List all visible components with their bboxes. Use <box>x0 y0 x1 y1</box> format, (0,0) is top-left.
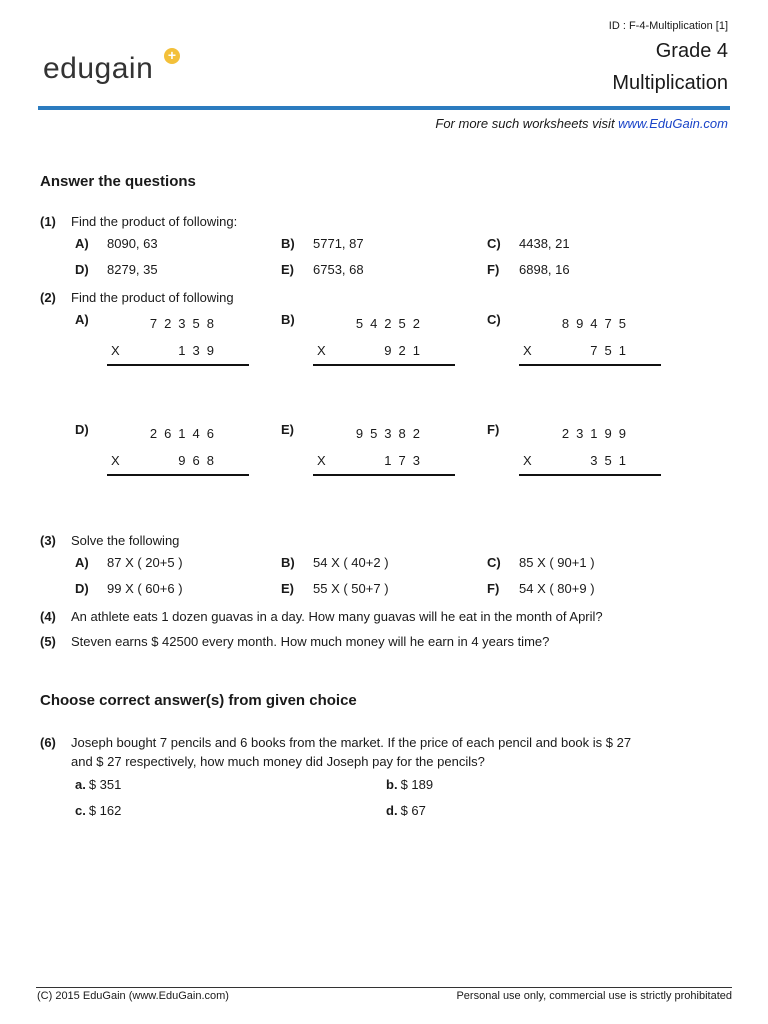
footer-divider <box>36 987 732 988</box>
problem-label: B) <box>281 312 295 327</box>
problem-label: D) <box>75 422 89 437</box>
multiplication-problem <box>519 426 661 478</box>
question-number: (5) <box>40 634 56 649</box>
grade-title: Grade 4 <box>655 40 728 62</box>
edugain-link[interactable]: www.EduGain.com <box>618 116 728 131</box>
question-text: Find the product of following <box>71 290 234 305</box>
option: E) 55 X ( 50+7 ) <box>281 581 389 596</box>
answer-choice[interactable]: c. $ 162 <box>75 803 122 818</box>
option: F) 6898, 16 <box>487 262 570 277</box>
multiplicand: 26146 <box>149 426 221 441</box>
option: D) 99 X ( 60+6 ) <box>75 581 183 596</box>
question-text: An athlete eats 1 dozen guavas in a day. How many guavas will he eat in the month of April? <box>71 609 603 624</box>
times-sign: X <box>111 453 120 468</box>
times-sign: X <box>523 453 532 468</box>
multiplier: 139 <box>178 343 221 358</box>
question-number: (6) <box>40 735 56 750</box>
subject-title: Multiplication <box>612 72 728 94</box>
tagline-text: For more such worksheets visit <box>435 116 619 131</box>
footer-copyright: (C) 2015 EduGain (www.EduGain.com) <box>37 990 229 1002</box>
answer-choice[interactable]: d. $ 67 <box>386 803 426 818</box>
option: D) 8279, 35 <box>75 262 158 277</box>
option: F) 54 X ( 80+9 ) <box>487 581 595 596</box>
multiplication-problem <box>107 426 249 478</box>
option: E) 6753, 68 <box>281 262 364 277</box>
question-text: Solve the following <box>71 533 180 548</box>
answer-line <box>107 474 249 476</box>
option: B) 54 X ( 40+2 ) <box>281 555 389 570</box>
worksheet-id: ID : F-4-Multiplication [1] <box>608 20 728 32</box>
answer-line <box>313 474 455 476</box>
section-title-answer: Answer the questions <box>40 173 196 190</box>
question-number: (4) <box>40 609 56 624</box>
tagline <box>435 116 728 131</box>
times-sign: X <box>317 343 326 358</box>
answer-line <box>313 364 455 366</box>
question-text: Steven earns $ 42500 every month. How much money will he earn in 4 years time? <box>71 634 550 649</box>
problem-label: E) <box>281 422 294 437</box>
logo-plus-icon: + <box>164 48 180 64</box>
edugain-logo: edugain <box>43 52 154 85</box>
multiplier: 351 <box>590 453 633 468</box>
header-divider <box>38 106 730 110</box>
multiplier: 921 <box>384 343 427 358</box>
question-number: (2) <box>40 290 56 305</box>
problem-label: A) <box>75 312 89 327</box>
times-sign: X <box>317 453 326 468</box>
multiplicand: 89475 <box>561 316 633 331</box>
problem-label: F) <box>487 422 500 437</box>
multiplication-problem <box>313 426 455 478</box>
question-text: Find the product of following: <box>71 214 238 229</box>
option: A) 8090, 63 <box>75 236 158 251</box>
multiplication-problem <box>519 316 661 368</box>
multiplication-problem <box>313 316 455 368</box>
multiplicand: 23199 <box>561 426 633 441</box>
question-text: and $ 27 respectively, how much money did Joseph pay for the pencils? <box>71 754 485 769</box>
option: C) 4438, 21 <box>487 236 570 251</box>
multiplicand: 54252 <box>355 316 427 331</box>
section-title-choice: Choose correct answer(s) from given choice <box>40 692 357 709</box>
question-number: (1) <box>40 214 56 229</box>
problem-label: C) <box>487 312 501 327</box>
question-text: Joseph bought 7 pencils and 6 books from the market. If the price of each pencil and book is $ 27 <box>71 735 632 750</box>
multiplier: 968 <box>178 453 221 468</box>
footer-notice: Personal use only, commercial use is strictly prohibitated <box>456 990 732 1002</box>
answer-choice[interactable]: a. $ 351 <box>75 777 122 792</box>
times-sign: X <box>111 343 120 358</box>
option: A) 87 X ( 20+5 ) <box>75 555 183 570</box>
answer-line <box>107 364 249 366</box>
multiplication-problem <box>107 316 249 368</box>
option: C) 85 X ( 90+1 ) <box>487 555 595 570</box>
times-sign: X <box>523 343 532 358</box>
question-number: (3) <box>40 533 56 548</box>
multiplicand: 95382 <box>355 426 427 441</box>
multiplier: 751 <box>590 343 633 358</box>
multiplier: 173 <box>384 453 427 468</box>
answer-line <box>519 364 661 366</box>
answer-line <box>519 474 661 476</box>
option: B) 5771, 87 <box>281 236 364 251</box>
answer-choice[interactable]: b. $ 189 <box>386 777 434 792</box>
multiplicand: 72358 <box>149 316 221 331</box>
